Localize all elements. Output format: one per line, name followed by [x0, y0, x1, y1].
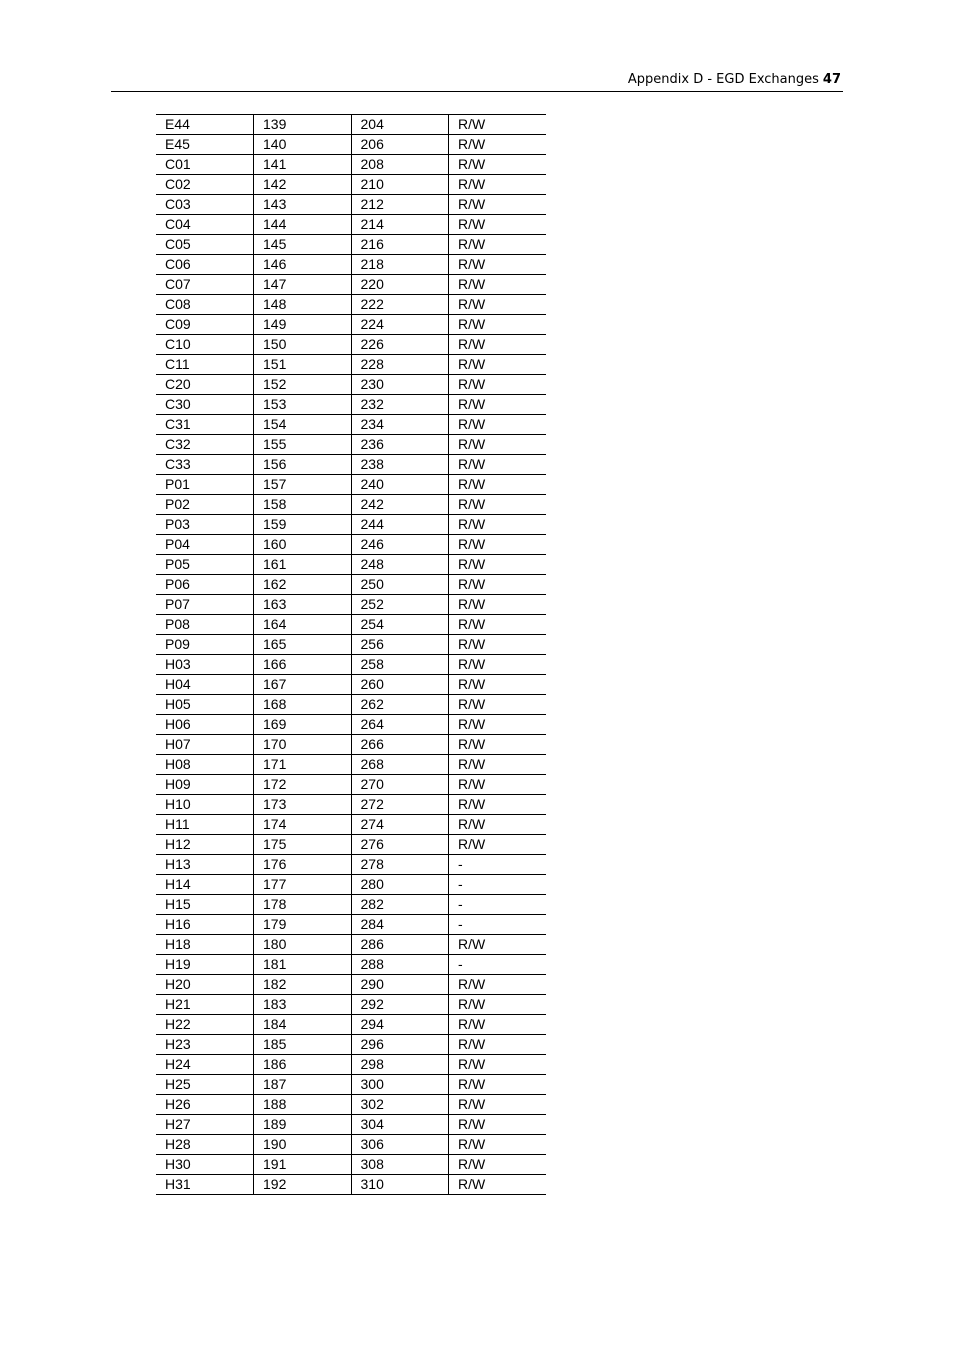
table-cell: R/W	[449, 935, 547, 955]
table-cell: 280	[351, 875, 449, 895]
table-cell: R/W	[449, 1115, 547, 1135]
table-cell: H19	[156, 955, 254, 975]
table-cell: R/W	[449, 735, 547, 755]
table-cell: H22	[156, 1015, 254, 1035]
table-cell: R/W	[449, 715, 547, 735]
table-cell: 304	[351, 1115, 449, 1135]
table-cell: H26	[156, 1095, 254, 1115]
table-cell: P05	[156, 555, 254, 575]
table-cell: 164	[254, 615, 352, 635]
table-cell: C01	[156, 155, 254, 175]
table-cell: R/W	[449, 195, 547, 215]
table-row	[156, 875, 546, 895]
table-cell: H03	[156, 655, 254, 675]
table-cell: 145	[254, 235, 352, 255]
table-cell: H10	[156, 795, 254, 815]
table-row	[156, 235, 546, 255]
table-cell: H21	[156, 995, 254, 1015]
table-cell: 204	[351, 115, 449, 135]
table-cell: -	[449, 895, 547, 915]
table-cell: R/W	[449, 315, 547, 335]
table-cell: 181	[254, 955, 352, 975]
table-cell: H18	[156, 935, 254, 955]
table-cell: -	[449, 915, 547, 935]
table-cell: R/W	[449, 115, 547, 135]
table-cell: R/W	[449, 155, 547, 175]
table-row	[156, 815, 546, 835]
table-cell: R/W	[449, 255, 547, 275]
table-cell: R/W	[449, 635, 547, 655]
table-cell: H28	[156, 1135, 254, 1155]
table-cell: 189	[254, 1115, 352, 1135]
table-cell: R/W	[449, 1175, 547, 1195]
table-cell: 306	[351, 1135, 449, 1155]
table-row	[156, 695, 546, 715]
table-row	[156, 635, 546, 655]
table-cell: R/W	[449, 675, 547, 695]
table-cell: 153	[254, 395, 352, 415]
table-cell: R/W	[449, 575, 547, 595]
table-cell: E45	[156, 135, 254, 155]
table-cell: C07	[156, 275, 254, 295]
table-cell: H05	[156, 695, 254, 715]
table-row	[156, 515, 546, 535]
table-cell: R/W	[449, 1095, 547, 1115]
table-cell: H27	[156, 1115, 254, 1135]
table-row	[156, 775, 546, 795]
table-cell: 254	[351, 615, 449, 635]
table-cell: R/W	[449, 1135, 547, 1155]
table-cell: P09	[156, 635, 254, 655]
table-row	[156, 435, 546, 455]
table-cell: 173	[254, 795, 352, 815]
table-cell: H23	[156, 1035, 254, 1055]
table-cell: 180	[254, 935, 352, 955]
table-cell: 149	[254, 315, 352, 335]
table-cell: 152	[254, 375, 352, 395]
table-cell: 144	[254, 215, 352, 235]
table-row	[156, 615, 546, 635]
table-row	[156, 555, 546, 575]
table-cell: R/W	[449, 975, 547, 995]
table-cell: 282	[351, 895, 449, 915]
table-cell: R/W	[449, 495, 547, 515]
table-cell: 162	[254, 575, 352, 595]
table-cell: H15	[156, 895, 254, 915]
table-cell: R/W	[449, 335, 547, 355]
table-cell: 294	[351, 1015, 449, 1035]
table-cell: 258	[351, 655, 449, 675]
table-cell: R/W	[449, 1015, 547, 1035]
table-cell: H13	[156, 855, 254, 875]
table-cell: 230	[351, 375, 449, 395]
table-cell: 210	[351, 175, 449, 195]
table-cell: 154	[254, 415, 352, 435]
table-cell: P06	[156, 575, 254, 595]
table-cell: C03	[156, 195, 254, 215]
table-cell: H08	[156, 755, 254, 775]
table-cell: 298	[351, 1055, 449, 1075]
table-row	[156, 535, 546, 555]
table-cell: 242	[351, 495, 449, 515]
table-cell: 159	[254, 515, 352, 535]
table-row	[156, 655, 546, 675]
table-cell: 238	[351, 455, 449, 475]
table-row	[156, 175, 546, 195]
table-cell: 296	[351, 1035, 449, 1055]
table-row	[156, 595, 546, 615]
section-title: Appendix D - EGD Exchanges	[627, 72, 819, 87]
page-number: 47	[822, 72, 841, 87]
table-cell: 160	[254, 535, 352, 555]
table-cell: R/W	[449, 755, 547, 775]
table-cell: R/W	[449, 355, 547, 375]
table-cell: R/W	[449, 555, 547, 575]
table-cell: H30	[156, 1155, 254, 1175]
table-cell: 157	[254, 475, 352, 495]
table-cell: 236	[351, 435, 449, 455]
table-cell: 232	[351, 395, 449, 415]
table-cell: R/W	[449, 235, 547, 255]
table-row	[156, 755, 546, 775]
table-cell: H07	[156, 735, 254, 755]
table-cell: 268	[351, 755, 449, 775]
table-row	[156, 1115, 546, 1135]
table-cell: R/W	[449, 535, 547, 555]
table-cell: R/W	[449, 275, 547, 295]
table-cell: 143	[254, 195, 352, 215]
table-cell: 240	[351, 475, 449, 495]
table-cell: 274	[351, 815, 449, 835]
table-cell: 142	[254, 175, 352, 195]
table-cell: 214	[351, 215, 449, 235]
table-row	[156, 855, 546, 875]
table-cell: 186	[254, 1055, 352, 1075]
table-cell: R/W	[449, 295, 547, 315]
table-cell: 170	[254, 735, 352, 755]
table-cell: C09	[156, 315, 254, 335]
table-cell: H31	[156, 1175, 254, 1195]
table-cell: H11	[156, 815, 254, 835]
table-cell: 290	[351, 975, 449, 995]
table-cell: R/W	[449, 215, 547, 235]
table-cell: C32	[156, 435, 254, 455]
table-cell: R/W	[449, 1035, 547, 1055]
table-cell: C06	[156, 255, 254, 275]
table-cell: 188	[254, 1095, 352, 1115]
table-cell: R/W	[449, 795, 547, 815]
header-text	[628, 72, 841, 87]
table-cell: 212	[351, 195, 449, 215]
table-cell: H06	[156, 715, 254, 735]
table-row	[156, 575, 546, 595]
table-cell: 284	[351, 915, 449, 935]
table-cell: P08	[156, 615, 254, 635]
table-cell: R/W	[449, 455, 547, 475]
table-cell: C31	[156, 415, 254, 435]
table-cell: 220	[351, 275, 449, 295]
table-row	[156, 1055, 546, 1075]
table-cell: 264	[351, 715, 449, 735]
table-cell: 177	[254, 875, 352, 895]
table-row	[156, 1095, 546, 1115]
table-cell: 246	[351, 535, 449, 555]
table-cell: R/W	[449, 395, 547, 415]
table-row	[156, 135, 546, 155]
table-cell: -	[449, 875, 547, 895]
table-cell: 178	[254, 895, 352, 915]
table-cell: 150	[254, 335, 352, 355]
table-cell: 161	[254, 555, 352, 575]
table-cell: 176	[254, 855, 352, 875]
table-cell: 169	[254, 715, 352, 735]
table-cell: P07	[156, 595, 254, 615]
table-cell: 141	[254, 155, 352, 175]
table-cell: 270	[351, 775, 449, 795]
table-row	[156, 935, 546, 955]
table-cell: H16	[156, 915, 254, 935]
table-cell: R/W	[449, 995, 547, 1015]
table-row	[156, 195, 546, 215]
table-cell: 190	[254, 1135, 352, 1155]
table-cell: 234	[351, 415, 449, 435]
table-row	[156, 1155, 546, 1175]
table-row	[156, 415, 546, 435]
table-cell: 187	[254, 1075, 352, 1095]
table-cell: C08	[156, 295, 254, 315]
table-cell: 155	[254, 435, 352, 455]
table-cell: 292	[351, 995, 449, 1015]
table-cell: 260	[351, 675, 449, 695]
table-cell: 224	[351, 315, 449, 335]
table-cell: 252	[351, 595, 449, 615]
table-cell: -	[449, 855, 547, 875]
table-cell: P03	[156, 515, 254, 535]
table-cell: 272	[351, 795, 449, 815]
table-cell: C20	[156, 375, 254, 395]
table-cell: 262	[351, 695, 449, 715]
table-row	[156, 715, 546, 735]
table-cell: R/W	[449, 515, 547, 535]
table-row	[156, 355, 546, 375]
table-cell: 302	[351, 1095, 449, 1115]
table-cell: 183	[254, 995, 352, 1015]
table-cell: 148	[254, 295, 352, 315]
table-cell: R/W	[449, 595, 547, 615]
table-cell: H04	[156, 675, 254, 695]
table-cell: 185	[254, 1035, 352, 1055]
table-row	[156, 495, 546, 515]
table-cell: R/W	[449, 835, 547, 855]
table-cell: 216	[351, 235, 449, 255]
table-cell: R/W	[449, 815, 547, 835]
table-cell: 308	[351, 1155, 449, 1175]
table-row	[156, 395, 546, 415]
table-row	[156, 155, 546, 175]
table-cell: 174	[254, 815, 352, 835]
table-cell: 179	[254, 915, 352, 935]
table-body	[156, 115, 546, 1195]
table-cell: R/W	[449, 175, 547, 195]
table-cell: H12	[156, 835, 254, 855]
table-cell: P01	[156, 475, 254, 495]
table-cell: 250	[351, 575, 449, 595]
table-cell: 228	[351, 355, 449, 375]
table-cell: R/W	[449, 1155, 547, 1175]
table-row	[156, 255, 546, 275]
table-cell: R/W	[449, 415, 547, 435]
table-cell: C04	[156, 215, 254, 235]
table-cell: P02	[156, 495, 254, 515]
table-cell: 166	[254, 655, 352, 675]
table-cell: 168	[254, 695, 352, 715]
table-cell: 222	[351, 295, 449, 315]
table-cell: 300	[351, 1075, 449, 1095]
table-row	[156, 735, 546, 755]
table-row	[156, 215, 546, 235]
table-row	[156, 275, 546, 295]
table-cell: R/W	[449, 435, 547, 455]
table-cell: 140	[254, 135, 352, 155]
table-row	[156, 295, 546, 315]
table-cell: R/W	[449, 615, 547, 635]
table-cell: 286	[351, 935, 449, 955]
table-cell: R/W	[449, 375, 547, 395]
table-row	[156, 455, 546, 475]
table-cell: 163	[254, 595, 352, 615]
table-cell: 288	[351, 955, 449, 975]
table-cell: 158	[254, 495, 352, 515]
table-cell: R/W	[449, 135, 547, 155]
table-cell: 208	[351, 155, 449, 175]
table-cell: R/W	[449, 695, 547, 715]
table-cell: 151	[254, 355, 352, 375]
table-cell: 206	[351, 135, 449, 155]
table-cell: 175	[254, 835, 352, 855]
table-row	[156, 955, 546, 975]
table-row	[156, 1015, 546, 1035]
table-cell: R/W	[449, 775, 547, 795]
table-row	[156, 995, 546, 1015]
table-cell: 191	[254, 1155, 352, 1175]
table-row	[156, 335, 546, 355]
table-cell: 156	[254, 455, 352, 475]
table-row	[156, 1075, 546, 1095]
page-header	[111, 70, 843, 92]
table-row	[156, 375, 546, 395]
table-row	[156, 915, 546, 935]
table-cell: H24	[156, 1055, 254, 1075]
table-cell: C11	[156, 355, 254, 375]
table-cell: 310	[351, 1175, 449, 1195]
table-cell: R/W	[449, 475, 547, 495]
table-cell: 248	[351, 555, 449, 575]
table-cell: R/W	[449, 1075, 547, 1095]
table-cell: 218	[351, 255, 449, 275]
table-row	[156, 895, 546, 915]
table-row	[156, 315, 546, 335]
table-cell: R/W	[449, 655, 547, 675]
table-row	[156, 835, 546, 855]
table-cell: 244	[351, 515, 449, 535]
table-row	[156, 1135, 546, 1155]
table-cell: C05	[156, 235, 254, 255]
table-row	[156, 1175, 546, 1195]
table-cell: 171	[254, 755, 352, 775]
table-cell: 266	[351, 735, 449, 755]
table-cell: E44	[156, 115, 254, 135]
table-cell: H25	[156, 1075, 254, 1095]
table-row	[156, 475, 546, 495]
table-cell: P04	[156, 535, 254, 555]
table-cell: R/W	[449, 1055, 547, 1075]
table-cell: 167	[254, 675, 352, 695]
table-row	[156, 675, 546, 695]
table-cell: H20	[156, 975, 254, 995]
table-cell: C02	[156, 175, 254, 195]
table-cell: 146	[254, 255, 352, 275]
table-row	[156, 975, 546, 995]
table-cell: 147	[254, 275, 352, 295]
table-cell: H14	[156, 875, 254, 895]
table-cell: 139	[254, 115, 352, 135]
table-cell: 172	[254, 775, 352, 795]
table-row	[156, 795, 546, 815]
table-cell: 192	[254, 1175, 352, 1195]
table-cell: 226	[351, 335, 449, 355]
egd-exchange-table	[156, 114, 546, 1195]
table-cell: C10	[156, 335, 254, 355]
table-cell: H09	[156, 775, 254, 795]
table-cell: C33	[156, 455, 254, 475]
table-cell: 278	[351, 855, 449, 875]
table-row	[156, 1035, 546, 1055]
table-cell: 276	[351, 835, 449, 855]
table-cell: 182	[254, 975, 352, 995]
table-cell: 165	[254, 635, 352, 655]
table-cell: 184	[254, 1015, 352, 1035]
table-row	[156, 115, 546, 135]
table-cell: C30	[156, 395, 254, 415]
table-cell: 256	[351, 635, 449, 655]
table-cell: -	[449, 955, 547, 975]
